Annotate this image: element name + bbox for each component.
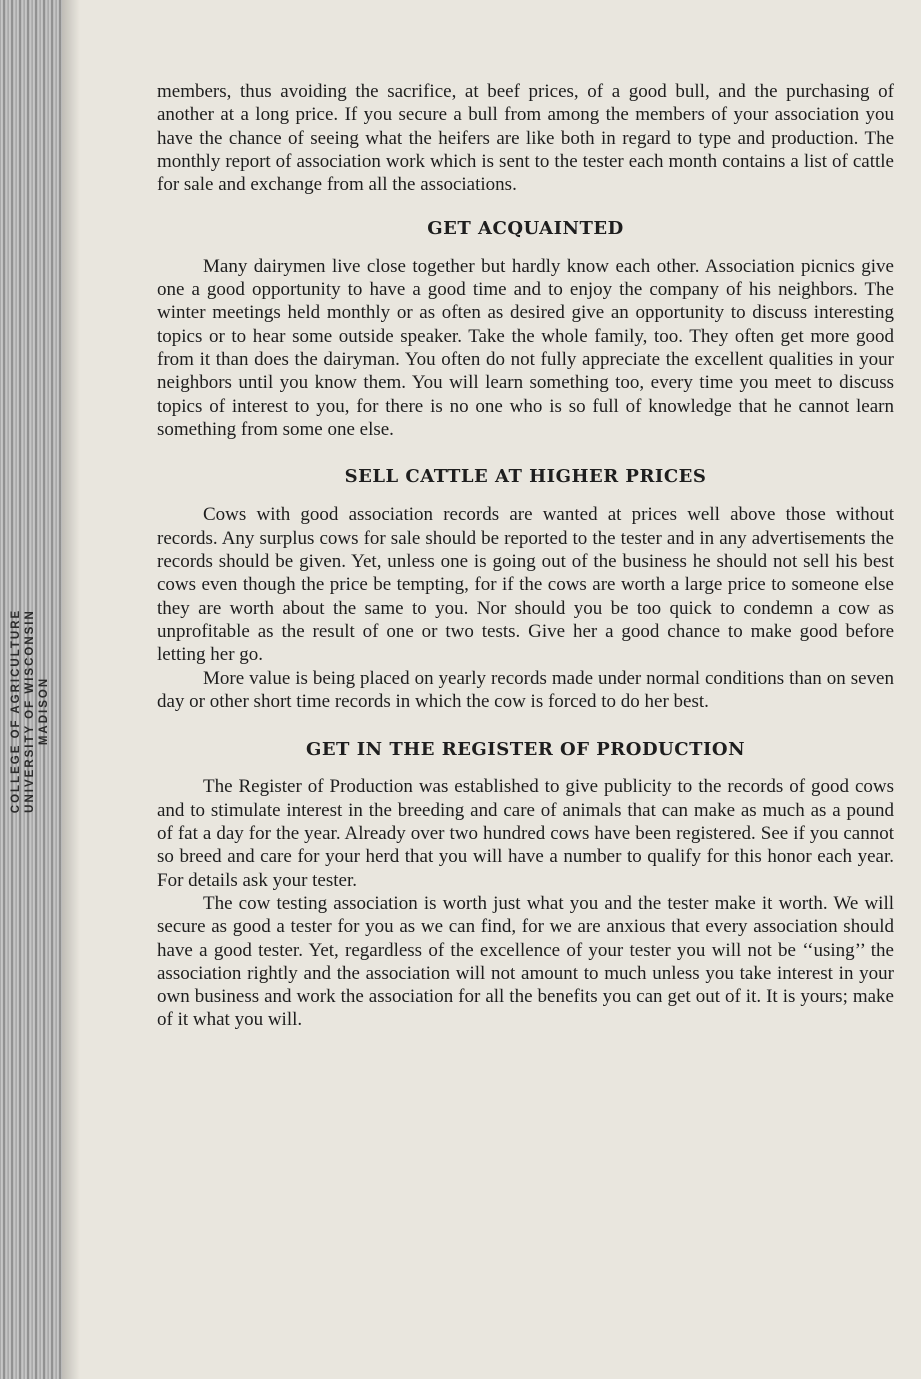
paragraph: More value is being placed on yearly records made under normal conditions than on seven day or other short time records in which the cow is forced to do her best. [157, 667, 894, 712]
library-stamp [9, 531, 51, 891]
paragraph: Cows with good association records are wanted at prices well above those without records. Any surplus cows for sale should be reported to the tester and in any advertisements the records should be given. Yet, unless one is going out of the business he should not sell his best cows even though the price be tempting, for if the cows are worth a large price to someone else they are worth about the same to you. Nor should you be too quick to condemn a cow as unprofitable as the result of one or two tests. Give her a good chance to make good before letting her go. [157, 504, 894, 666]
paragraph: The Register of Production was established to give publicity to the records of good cows and to stimulate interest in the breeding and care of animals that can make as much as a pound of fat a day for the year. Already over two hundred cows have been registered. See if you cannot so breed and care for your herd that you will have a number to qualify for this honor each year. For details ask your tester. [157, 776, 894, 891]
section-heading-register-of-production: GET IN THE REGISTER OF PRODUCTION [305, 739, 746, 761]
paragraph: The cow testing association is worth just what you and the tester make it worth. We will secure as good a tester for you as we can find, for we are anxious that every association should have a good tester. Yet, regardless of the excellence of your tester you will not be ‘‘using’’ the association rightly and the association will not amount to much unless you take interest in your own business and work the association for all the benefits you can get out of it. It is yours; make of it what you will. [157, 892, 894, 1031]
stamp-line-1: COLLEGE OF AGRICULTURE [10, 608, 22, 814]
paragraph: Many dairymen live close together but hardly know each other. Association picnics give one a good opportunity to have a good time and to enjoy the company of his neighbors. The winter meetings held monthly or as often as desired give an opportunity to discuss interesting topics or to hear some outside speaker. Take the whole family, too. They often get more good from it than does the dairyman. You often do not fully appreciate the excellent qualities in your neighbors until you know them. You will learn something too, every time you meet to discuss topics of interest to you, for there is no one who is so full of knowledge that he cannot learn something from some one else. [157, 255, 894, 440]
page-body [157, 80, 894, 1032]
section-heading-get-acquainted: GET ACQUAINTED [427, 218, 624, 240]
stamp-line-2: UNIVERSITY OF WISCONSIN [24, 609, 36, 813]
binding-shadow [62, 0, 80, 1379]
stamp-line-3: MADISON [38, 676, 50, 746]
intro-paragraph: members, thus avoiding the sacrifice, at beef prices, of a good bull, and the purchasing of another at a long price. If you secure a bull from among the members of your association you have the chance of seeing what the heifers are like both in regard to type and production. The monthly report of association work which is sent to the tester each month contains a list of cattle for sale and exchange from all the associations. [157, 81, 894, 196]
section-heading-sell-cattle: SELL CATTLE AT HIGHER PRICES [344, 466, 707, 488]
